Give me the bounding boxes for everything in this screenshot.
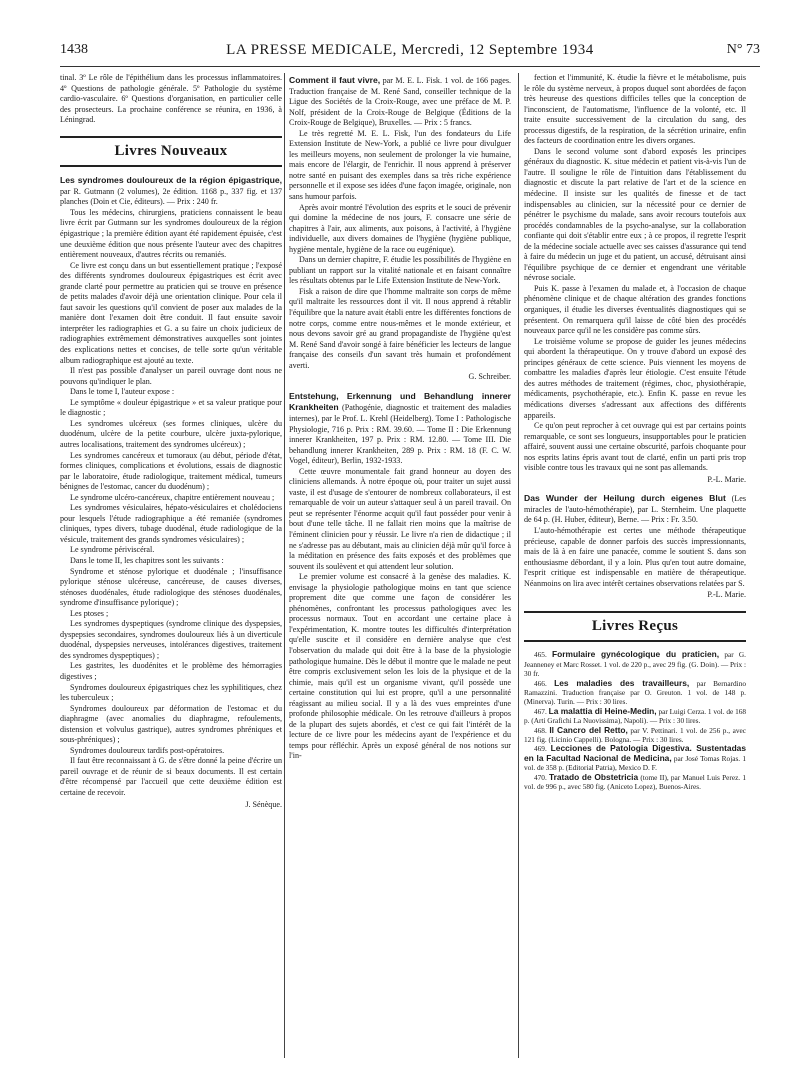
review-heading <box>289 75 511 129</box>
section-title-new-books: Livres Nouveaux <box>114 142 228 159</box>
column-middle <box>289 73 511 762</box>
received-meta: par José Tomas Rojas. 1 vol. de 358 p. (Editorial Patria), Mexico D. F. <box>524 753 746 773</box>
paragraph: Dans le tome I, l'auteur expose : <box>70 387 175 397</box>
review-meta: par M. E. L. Fisk. 1 vol. de 166 pages. Traduction française de M. René Sand, conseiller technique de la Ligue des Sociétés de la Croix-Rouge, avec une préface de M. P. Nolf, président de la Croix-Rouge de Belgique (Éditions de la Croix-Rouge de Belgique), Bruxelles. — Prix : 5 francs. <box>289 76 511 128</box>
paragraph: Syndromes douloureux tardifs post-opératoires. <box>70 745 225 755</box>
column-divider <box>284 73 285 1058</box>
review-meta: (Les miracles de l'auto-hémothérapie), par L. Sternheim. Une plaquette de 64 p. (H. Huber, éditeur), Berne. — Prix : Fr. 3.50. <box>524 494 746 525</box>
paragraph: Les gastrites, les duodénites et le problème des hémorragies digestives ; <box>60 661 282 681</box>
received-item <box>524 650 746 678</box>
column-left <box>60 73 282 810</box>
section-header <box>524 611 746 643</box>
paragraph: Fisk a raison de dire que l'homme maltraite son corps de même qu'il maltraite les ressources dont il vit. Il nous apprend à rétablir l'équilibre que la nature avait établi entre les différentes fonctions de notre corps, comme entre nous-mêmes et le monde extérieur, et nous devons savoir gré au grand propagandiste de l'hygiène qu'est M. René Sand d'avoir songé à faire bénéficier les lecteurs de langue française des conseils d'un savant très humain et profondément averti. <box>289 286 511 370</box>
received-title: Tratado de Obstetricia <box>548 771 639 782</box>
paragraph: Les syndromes ulcéreux (ses formes cliniques, ulcère du duodénum, ulcère de la petite courbure, ulcère juxta-pylorique, autres localisations, traitement des syndromes ulcéreux) ; <box>60 418 282 449</box>
paragraph: Le troisième volume se propose de guider les jeunes médecins qui abordent la thérapeutique. On y trouve d'abord un exposé des principes généraux de cette science. Puis viennent les moyens de combattre les maladies d'après leur étiologie. C'est ensuite l'étude des autres méthodes de traitement (régimes, choc, physiothérapie, médicaments, psychothérapie, etc.). Enfin K. passe en revue les médications diverses s'adressant aux affections des différents appareils. <box>524 336 746 420</box>
paragraph: Dans le tome II, les chapitres sont les suivants : <box>70 555 224 565</box>
review-heading <box>524 493 746 526</box>
paragraph: Le syndrome périviscéral. <box>70 545 155 555</box>
review-title: Comment il faut vivre, <box>289 75 381 85</box>
paragraph: Le symptôme « douleur épigastrique » et sa valeur pratique pour le diagnostic ; <box>60 397 282 418</box>
paragraph: Le syndrome ulcéro-cancéreux, chapitre entièrement nouveau ; <box>70 492 275 502</box>
paragraph: Les ptoses ; <box>70 608 109 618</box>
paragraph: Il faut être reconnaissant à G. de s'être donné la peine d'écrire un pareil ouvrage et de réunir de si beaux documents. Il est certain d'être récompensé par l'accueil que cette deuxième édition est certaine de recevoir. <box>60 756 282 797</box>
review-signature: J. Sénèque. <box>245 799 282 809</box>
received-title: La malattia di Heine-Medin, <box>548 705 657 716</box>
received-number: 470. <box>534 772 547 782</box>
review-title: Entstehung, Erkennung und Behandlung innerer Krankheiten <box>289 390 511 413</box>
received-title: Lecciones de Patologia Digestiva. Sustentadas en la Facultad Nacional de Medicina, <box>524 743 746 763</box>
received-meta: par G. Jeanneney et Marc Rosset. 1 vol. de 220 p., avec 29 fig. (G. Doin). — Prix : 30 fr. <box>524 650 747 679</box>
paragraph: Syndromes douloureux épigastriques chez les syphilitiques, chez les tuberculeux ; <box>60 682 282 703</box>
received-number: 468. <box>534 725 547 735</box>
issue-number: N° 73 <box>726 42 760 57</box>
received-title: Il Cancro del Retto, <box>549 724 628 735</box>
received-item <box>524 773 746 792</box>
journal-name: LA PRESSE MEDICALE, <box>226 42 397 58</box>
paragraph: Puis K. passe à l'examen du malade et, à l'occasion de chaque phénomène clinique et de chaque altération des grandes fonctions organiques, il étudie les diverses éventualités diagnostiques qui se présentent. On remarquera qu'il laisse de côté bien des procédés nouveaux parce qu'il ne les considère pas comme sûrs. <box>524 283 746 336</box>
paragraph: Le très regretté M. E. L. Fisk, l'un des fondateurs du Life Extension Institute de New-York, a publié ce livre pour divulguer les meilleurs moyens, non seulement de prolonger la vie humaine, mais encore de l'élargir, de l'enrichir. Il nous apprend à préserver notre santé en puisant des exemples dans sa très riche expérience personnelle et il expose ses idées d'une façon imagée, originale, non sans humour parfois. <box>289 128 511 202</box>
issue-date: Mercredi, 12 Septembre 1934 <box>401 42 594 58</box>
paragraph: Syndrome et sténose pylorique et duodénale ; l'insuffisance pylorique sténose ulcéreuse, cancéreuse, de causes diverses, sténoses duodénales, étude radiologique des sténoses duodénales, syndrome d'insuffisance pylorique) ; <box>60 566 282 608</box>
review-meta: (Pathogénie, diagnostic et traitement des maladies internes), par le Prof. L. Krehl (Heidelberg). Tome I : Pathologische Physiologie, 716 p. Prix : RM. 39.60. — Tome II : Die Erkennung innerer Krankheiten, 197 p. Prix : RM. 12.80. — Tome III. Die behandlung innerer Krankheiten, 289 p. Prix : RM. 18 (F. C. W. Vogel, éditeur), Berlin, 1932-1933. <box>289 403 511 466</box>
review-signature: P.-L. Marie. <box>707 474 746 484</box>
received-item <box>524 679 746 707</box>
review-title: Das Wunder der Heilung durch eigenes Blut <box>524 493 726 504</box>
review-body <box>524 526 746 589</box>
continued-text: tinal. 3º Le rôle de l'épithélium dans les processus inflammatoires. 4º Questions de pathologie générale. 5º Pathologie du système cardio-vasculaire. 6º Questions d'organisation, en particulier celle des prosecteurs. La prochaine conférence se réunira, en 1936, à Léningrad. <box>60 73 282 125</box>
section-title-books-received: Livres Reçus <box>591 617 679 634</box>
paragraph: Les syndromes cancéreux et tumoraux (au début, période d'état, formes cliniques, complications et évolutions, essais de diagnostic par le laboratoire, étude radiologique, traitement médical, tumeurs bénignes de l'estomac, cancer du duodénum) ; <box>60 450 282 492</box>
review-body <box>524 73 746 474</box>
review-body <box>289 129 511 372</box>
paragraph: Les syndromes vésiculaires, hépato-vésiculaires et cholédociens pour lesquels l'étude radiographique a été remaniée (syndromes cliniques, types divers, tubage duodénal, étude radiologique de la vésicule, traitement des grands syndromes vésiculaires) ; <box>60 503 282 544</box>
received-title: Formulaire gynécologique du praticien, <box>552 649 720 660</box>
paragraph: Le premier volume est consacré à la genèse des maladies. K. envisage la physiologie pathologique moins en tant que science proprement dite que comme une façon de considérer les phénomènes, confrontant les processus pathologiques avec les processus normaux. Tout en accordant une certaine place à l'expérimentation, K. montre toutes les difficultés d'interprétation qu'elle suscite et il considère en dernière analyse que c'est l'observation du malade qui doit être à la base de la physiologie pathologique humaine. Dès le début il montre que le malade ne peut être compris exclusivement selon les lois de la physique et de la chimie, mais qu'il est un organisme vivant, qu'il possède une certaine constitution qui lui est propre, qu'il a une personnalité réagissant au milieu social. Il y a là des vues empreintes d'une profonde philosophie médicale. On les retrouve d'ailleurs à propos de la plupart des sujets abordés, et c'est ce qui fait l'intérêt de la lecture de ce livre pour les médecins ayant de l'expérience et du temps pour réfléchir. Après un exposé général de nos notions sur l'in- <box>289 572 511 761</box>
received-number: 465. <box>534 650 547 660</box>
received-meta: par Bernardino Ramazzini. Traduction française par O. Greuton. 1 vol. de 148 p. (Minerva). Turin. — Prix : 30 lires. <box>524 678 747 707</box>
running-title <box>60 42 760 59</box>
section-header <box>60 136 282 168</box>
page-header <box>60 42 760 66</box>
received-meta: par Luigi Cerza. 1 vol. de 168 p. (Arti Grafichi La Nuovissima), Napoli). — Prix : 30 lires. <box>524 706 747 726</box>
review-signature: P.-L. Marie. <box>707 590 746 600</box>
review-heading <box>60 175 282 208</box>
received-number: 469. <box>534 744 547 754</box>
received-item <box>524 707 746 726</box>
review-signature: G. Schreiber. <box>468 372 511 382</box>
header-rule <box>60 66 760 67</box>
review-heading <box>289 391 511 467</box>
paragraph: Ce qu'on peut reprocher à cet ouvrage qui est par certains points remarquable, ce sont ses longueurs, insupportables pour le praticien affairé, souvent aussi une certaine obscurité, parfois choquante pour nos esprits latins épris avant tout de clarté, enfin un parti pris trop visible contre tous les travaux qui ne sont pas allemands. <box>524 421 746 473</box>
paragraph: fection et l'immunité, K. étudie la fièvre et le métabolisme, puis le rôle du système nerveux, à propos duquel sont abordées de façon très heureuse des questions difficiles telles que la conception de l'inconscient, de l'automatisme, l'influence de la volonté, etc. Il traite ensuite successivement de la circulation du sang, des processus digestifs, de la respiration, de la sécrétion urinaire, enfin des facteurs de coordination entre les divers organes. <box>524 73 746 146</box>
paragraph: Dans un dernier chapitre, F. étudie les possibilités de l'hygiène en publiant un rapport sur la vitalité nationale et en faisant connaître les résultats obtenus par le Life Extension Institute de New-York. <box>289 255 511 286</box>
page-number: 1438 <box>60 42 88 57</box>
paragraph: Dans le second volume sont d'abord exposés les principes généraux du diagnostic. K. situe médecin et patient vis-à-vis l'un de l'autre. Il souligne le rôle de l'intuition dans l'établissement du diagnostic et discute la part relative de l'art et de la science en médecine. Il insiste sur les qualités de finesse et de tact indispensables au clinicien, sur la nécessité pour ce dernier de pénétrer le psychisme du malade, sans avoir recours toutefois aux procédés condamnables de la psycho-analyse, sur la collaboration confiante qui doit s'établir entre eux ; à ce propos, il regrette l'esprit de la médecine sociale actuelle avec ses caisses d'assurance qui tend à faire du médecin un juge et du patient, un accusé, détruisant ainsi l'équilibre psychique de ce dernier et engendrant une véritable névrose sociale. <box>524 146 746 283</box>
paragraph: Syndromes douloureux par déformation de l'estomac et du diaphragme (avec anomalies du diaphragme, refoulements, distension et volvulus gastrique), autres syndromes phréniques et sous-phréniques) ; <box>60 703 282 745</box>
received-number: 466. <box>534 678 547 688</box>
paragraph: L'auto-hémothérapie est certes une méthode thérapeutique précieuse, capable de donner parfois des succès impressionnants, mais de là à en faire une panacée, comme le soutient S. dans son enthousiasme débordant, il y a loin. Plus qu'en tout autre domaine, l'esprit critique est indispensable en matière de thérapeutique. Néanmoins on lira avec intérêt certaines observations relatées par S. <box>524 525 746 588</box>
received-item <box>524 726 746 745</box>
review-body <box>289 467 511 762</box>
paragraph: Les syndromes dyspeptiques (syndrome clinique des dyspepsies, dyspepsies secondaires, syndromes douloureux liés à un diverticule duodénal, dyspepsies nerveuses, intolérances digestives, traitement des syndromes dyspeptiques) ; <box>60 619 282 660</box>
received-title: Les maladies des travailleurs, <box>554 677 690 688</box>
review-meta: par R. Gutmann (2 volumes), 2e édition. 1168 p., 337 fig. et 137 planches (Doin et Cie, éditeurs). — Prix : 240 fr. <box>60 186 282 207</box>
received-meta: par V. Pettinari. 1 vol. de 256 p., avec 121 fig. (Licinio Cappelli). Bologna. — Prix : 30 lires. <box>524 725 746 744</box>
paragraph: Ce livre est conçu dans un but essentiellement pratique ; l'exposé des différents syndromes douloureux épigastriques est écrit avec grande clarté pour permettre au praticien qui se trouve en présence de petits malades d'avoir déjà une orientation clinique. Pour cela il faut savoir les questions qu'il convient de poser aux malades de la manière dont l'examen doit être conduit. Il faut ensuite savoir interpréter les radiographies et G. a su faire un choix judicieux de radiographies extrêmement démonstratives auxquelles sont jointes des explications nettes et concises, de telle sorte qu'un véritable album radiographique est ajouté au texte. <box>60 260 282 365</box>
column-divider <box>518 73 519 1058</box>
received-meta: (tome II), par Manuel Luis Perez. 1 vol. de 996 p., avec 580 fig. (Aniceto Lopez), Buenos-Aires. <box>524 772 746 792</box>
received-number: 467. <box>534 706 547 716</box>
review-title: Les syndromes douloureux de la région épigastrique, <box>60 175 282 186</box>
paragraph: Il n'est pas possible d'analyser un pareil ouvrage dont nous ne pouvons qu'indiquer le plan. <box>60 366 282 386</box>
received-item <box>524 744 746 772</box>
column-right <box>524 73 746 791</box>
received-list <box>524 650 746 791</box>
paragraph: Après avoir montré l'évolution des esprits et le souci de prévenir qui domine la médecine de nos jours, F. consacre une série de chapitres à l'air, aux aliments, aux poisons, à l'activité, à l'hygiène individuelle, aux divers domaines de l'hygiène (hygiène publique, hygiène mentale, hygiène de la race ou eugénique). <box>289 202 511 254</box>
paragraph: Cette œuvre monumentale fait grand honneur au doyen des cliniciens allemands. À notre époque où, pour traiter un sujet aussi vaste, il est d'usage de s'entourer de nombreux collaborateurs, il est remarquable de voir un auteur s'attaquer seul à un pareil travail. On peut se représenter l'énorme acquit qu'il faut posséder pour venir à bout d'une telle tâche. Il ne fallait rien moins que la maîtrise de l'éminent clinicien pour y réussir. Le livre n'a rien de didactique ; il ne s'adresse pas au débutant, mais au clinicien déjà mûr qu'il force à la méditation en présence des faits exposés et des problèmes que souvent ils soulèvent et qui attendent leur solution. <box>289 466 511 571</box>
paragraph: Tous les médecins, chirurgiens, praticiens connaissent le beau livre écrit par Gutmann sur les syndromes douloureux de la région épigastrique ; la première édition ayant été rapidement épuisée, c'est une deuxième édition que nous présente l'auteur avec des chapitres entièrement nouveaux, d'autres récrits ou remaniés. <box>60 207 282 260</box>
review-body <box>60 208 282 799</box>
